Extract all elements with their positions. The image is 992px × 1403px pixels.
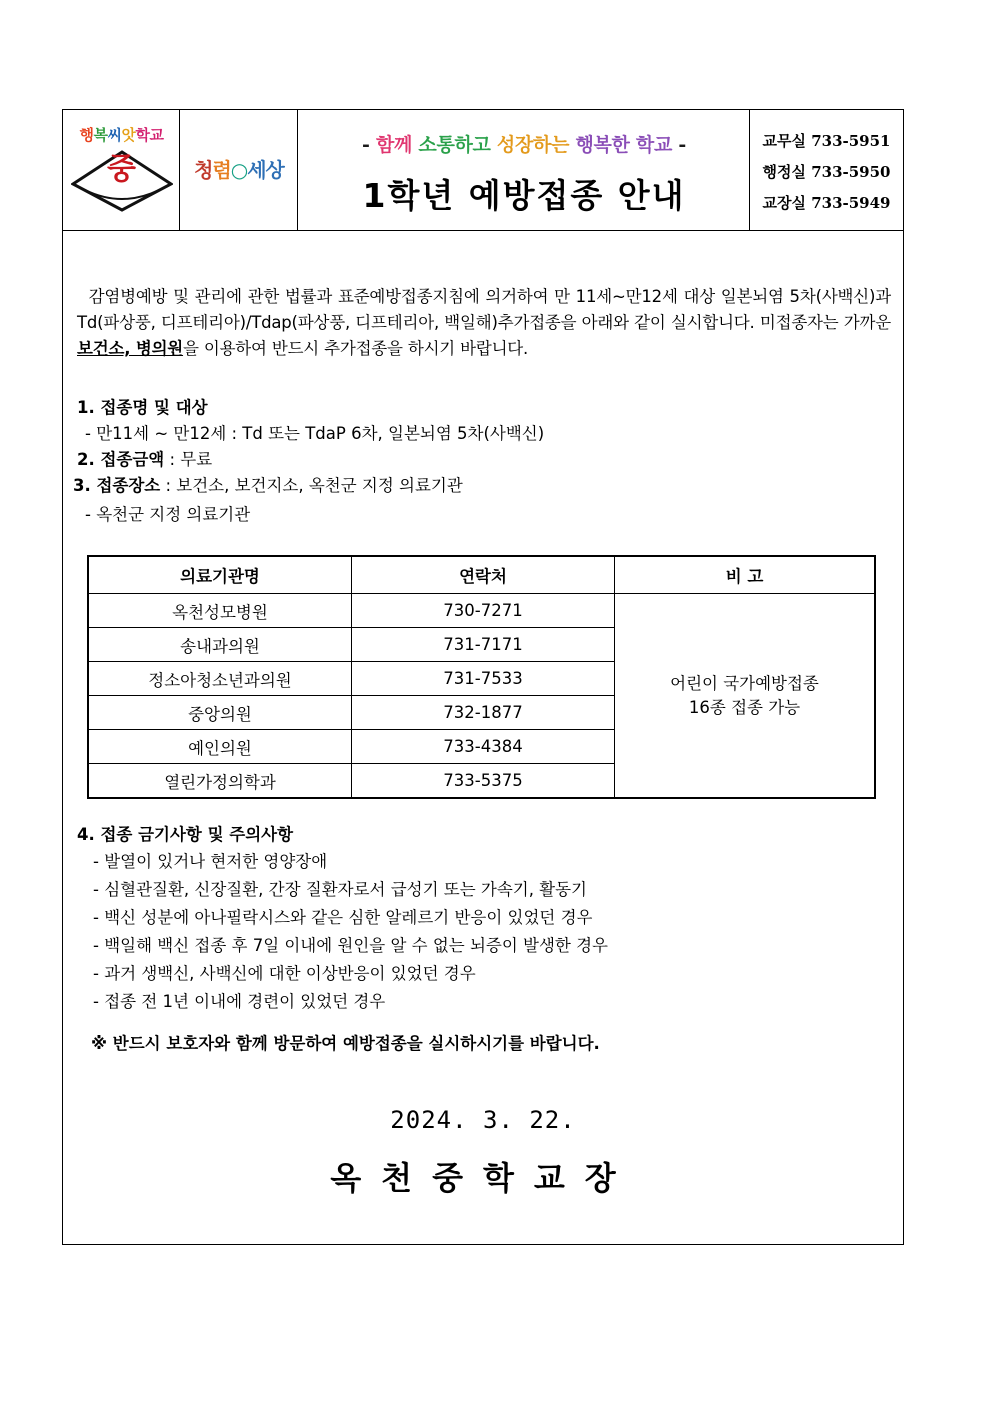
school-logo (63, 110, 180, 230)
section-3-item: - 옥천군 지정 의료기관 (85, 505, 251, 524)
caution-item: - 심혈관질환, 신장질환, 간장 질환자로서 급성기 또는 가속기, 활동기 (93, 880, 588, 899)
school-emblem-char: 중 (107, 152, 136, 187)
issue-date: 2024. 3. 22. (390, 1106, 576, 1134)
integrity-logo (180, 110, 298, 230)
clinic-name: 예인의원 (88, 730, 352, 764)
clinic-phone: 733-4384 (352, 730, 615, 764)
col-header-name: 의료기관명 (88, 556, 352, 594)
section-2: 2. 접종금액 : 무료 (77, 450, 213, 469)
clinic-phone: 733-5375 (352, 764, 615, 799)
integrity-logo-text: 청렴○세상 (194, 158, 284, 182)
caution-item: - 백일해 백신 접종 후 7일 이내에 원인을 알 수 없는 뇌증이 발생한 경우 (93, 936, 608, 955)
clinic-phone: 730-7271 (352, 594, 615, 628)
intro-paragraph: 감염병예방 및 관리에 관한 법률과 표준예방접종지침에 의거하여 만 11세~만12세 대상 일본뇌염 5차(사백신)과 Td(파상풍, 디프테리아)/Tdap(파상풍, 디프테리아, 백일해)추가접종을 아래와 같이 실시합니다. 미접종자는 가까운 보건소, 병의원을 이용하여 반드시 추가접종을 하시기 바랍니다. (77, 287, 892, 358)
caution-item: - 백신 성분에 아나필락시스와 같은 심한 알레르기 반응이 있었던 경우 (93, 908, 593, 927)
contact-line: 행정실 733-5950 (762, 163, 891, 181)
title-block (298, 110, 750, 230)
clinic-phone: 731-7171 (352, 628, 615, 662)
clinic-phone: 732-1877 (352, 696, 615, 730)
clinic-name: 송내과의원 (88, 628, 352, 662)
caution-item: - 접종 전 1년 이내에 경련이 있었던 경우 (93, 992, 386, 1011)
section-4-title: 4. 접종 금기사항 및 주의사항 (77, 825, 294, 844)
header (63, 110, 903, 231)
clinic-name: 옥천성모병원 (88, 594, 352, 628)
clinic-name: 열린가정의학과 (88, 764, 352, 799)
section-1-title: 1. 접종명 및 대상 (77, 398, 208, 417)
guardian-notice: ※ 반드시 보호자와 함께 방문하여 예방접종을 실시하시기를 바랍니다. (91, 1034, 600, 1053)
table-header-row (88, 556, 875, 594)
col-header-phone: 연락처 (352, 556, 615, 594)
school-slogan: - 함께 소통하고 성장하는 행복한 학교 - (362, 134, 686, 156)
section-1-item: - 만11세 ~ 만12세 : Td 또는 TdaP 6차, 일본뇌염 5차(사백신) (85, 424, 545, 443)
school-motto-text: 행복씨앗학교 (79, 126, 164, 144)
col-header-note: 비 고 (615, 556, 876, 594)
intro-highlight: 보건소, 병의원 (77, 339, 184, 358)
caution-item: - 과거 생백신, 사백신에 대한 이상반응이 있었던 경우 (93, 964, 476, 983)
section-3: 3. 접종장소 : 보건소, 보건지소, 옥천군 지정 의료기관 (73, 476, 463, 495)
page-title: 1학년 예방접종 안내 (362, 176, 686, 215)
document-frame (62, 109, 904, 1245)
clinic-name: 중앙의원 (88, 696, 352, 730)
signer: 옥천중학교장 (330, 1159, 636, 1197)
clinic-table (87, 555, 876, 799)
contact-block (750, 110, 903, 230)
table-row (88, 594, 875, 628)
contact-line: 교무실 733-5951 (762, 132, 891, 150)
contact-line: 교장실 733-5949 (762, 194, 891, 212)
clinic-name: 정소아청소년과의원 (88, 662, 352, 696)
clinic-note: 어린이 국가예방접종 16종 접종 가능 (615, 594, 876, 799)
clinic-phone: 731-7533 (352, 662, 615, 696)
caution-item: - 발열이 있거나 현저한 영양장애 (93, 852, 328, 871)
